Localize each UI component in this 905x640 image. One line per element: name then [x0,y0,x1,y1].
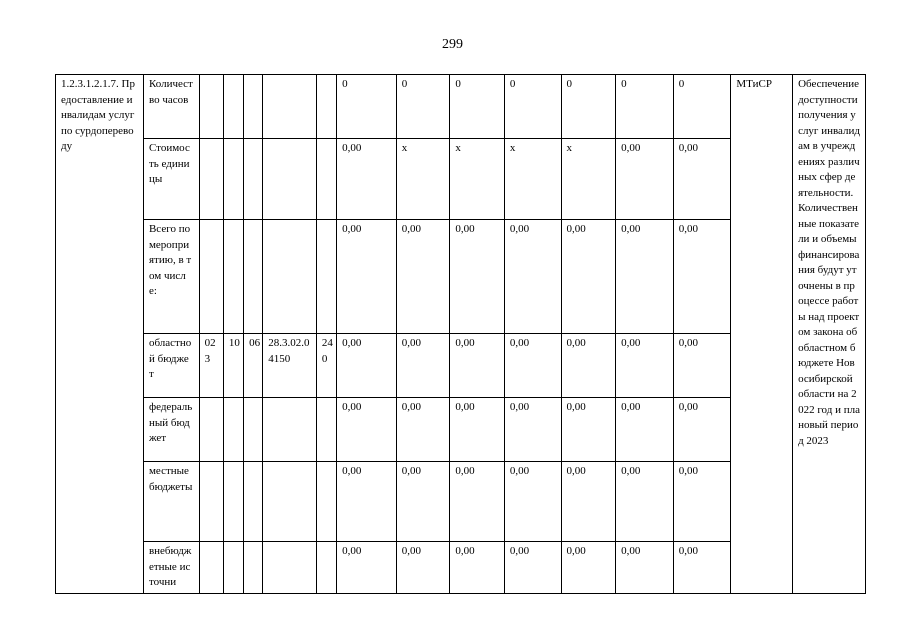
pr-cell [244,139,263,220]
value-cell: 0,00 [450,398,505,462]
pr-cell [244,462,263,542]
value-cell: 0,00 [396,462,450,542]
value-cell: 0,00 [561,334,616,398]
csr-cell [263,139,317,220]
rz-cell [223,220,243,334]
grbs-cell [199,398,223,462]
value-cell: 0 [396,75,450,139]
page-number: 299 [442,37,463,52]
row-label: федеральный бюджет [143,398,199,462]
value-cell: х [396,139,450,220]
row-label: местные бюджеты [143,462,199,542]
item-name: Предоставление инвалидам услуг по сурдопереводу [61,78,135,152]
vr-cell [316,139,336,220]
row-label: Количество часов [143,75,199,139]
value-cell: 0,00 [396,334,450,398]
program-table [55,74,866,594]
value-cell: 0,00 [450,542,505,594]
value-cell: 0,00 [616,462,674,542]
csr-cell: 28.3.02.04150 [263,334,317,398]
table-row [56,75,866,139]
grbs-cell [199,462,223,542]
pr-cell [244,542,263,594]
vr-cell [316,220,336,334]
csr-cell [263,398,317,462]
rz-cell [223,139,243,220]
value-cell: х [450,139,505,220]
vr-cell [316,542,336,594]
value-cell: х [561,139,616,220]
value-cell: 0,00 [337,398,397,462]
value-cell: 0,00 [561,398,616,462]
value-cell: 0,00 [504,462,561,542]
rz-cell [223,462,243,542]
row-label: Стоимость единицы [143,139,199,220]
value-cell: 0,00 [561,462,616,542]
value-cell: 0,00 [337,542,397,594]
csr-cell [263,75,317,139]
value-cell: 0,00 [616,542,674,594]
value-cell: 0,00 [450,334,505,398]
row-label: областной бюджет [143,334,199,398]
value-cell: 0,00 [396,220,450,334]
item-code: 1.2.3.1.2.1.7. [61,78,119,90]
rz-cell [223,75,243,139]
value-cell: 0,00 [450,220,505,334]
value-cell: 0 [616,75,674,139]
value-cell: 0 [673,75,731,139]
value-cell: 0 [504,75,561,139]
value-cell: 0,00 [504,220,561,334]
rz-cell [223,542,243,594]
pr-cell [244,75,263,139]
vr-cell [316,75,336,139]
value-cell: 0,00 [561,220,616,334]
value-cell: 0,00 [561,542,616,594]
value-cell: 0,00 [616,398,674,462]
value-cell: 0,00 [616,139,674,220]
value-cell: 0,00 [504,542,561,594]
pr-cell [244,220,263,334]
grbs-cell: 023 [199,334,223,398]
row-label: Всего по мероприятию, в том числе: [143,220,199,334]
pr-cell [244,398,263,462]
value-cell: 0,00 [673,462,731,542]
value-cell: 0,00 [673,220,731,334]
value-cell: 0,00 [337,139,397,220]
csr-cell [263,220,317,334]
value-cell: 0 [450,75,505,139]
vr-cell [316,398,336,462]
vr-cell: 240 [316,334,336,398]
value-cell: 0,00 [673,542,731,594]
value-cell: 0 [337,75,397,139]
value-cell: 0,00 [616,334,674,398]
value-cell: х [504,139,561,220]
grbs-cell [199,542,223,594]
value-cell: 0,00 [450,462,505,542]
rz-cell [223,398,243,462]
value-cell: 0,00 [396,542,450,594]
row-label: внебюджетные источни [143,542,199,594]
value-cell: 0,00 [673,139,731,220]
grbs-cell [199,220,223,334]
vr-cell [316,462,336,542]
grbs-cell [199,139,223,220]
value-cell: 0 [561,75,616,139]
value-cell: 0,00 [504,334,561,398]
value-cell: 0,00 [504,398,561,462]
item-cell [56,75,144,594]
value-cell: 0,00 [616,220,674,334]
result-cell: Обеспечение доступности получения услуг инвалидам в учреждениях различных сфер деятельности. Количественные показатели и объемы финансирования будут уточнены в процессе работы над проектом закона об областном бюджете Новосибирской области на 2022 год и плановый период 2023 [793,75,866,594]
pr-cell: 06 [244,334,263,398]
rz-cell: 10 [223,334,243,398]
csr-cell [263,462,317,542]
value-cell: 0,00 [337,334,397,398]
csr-cell [263,542,317,594]
executor-cell: МТиСР [731,75,793,594]
value-cell: 0,00 [337,220,397,334]
value-cell: 0,00 [673,334,731,398]
value-cell: 0,00 [673,398,731,462]
value-cell: 0,00 [396,398,450,462]
value-cell: 0,00 [337,462,397,542]
grbs-cell [199,75,223,139]
